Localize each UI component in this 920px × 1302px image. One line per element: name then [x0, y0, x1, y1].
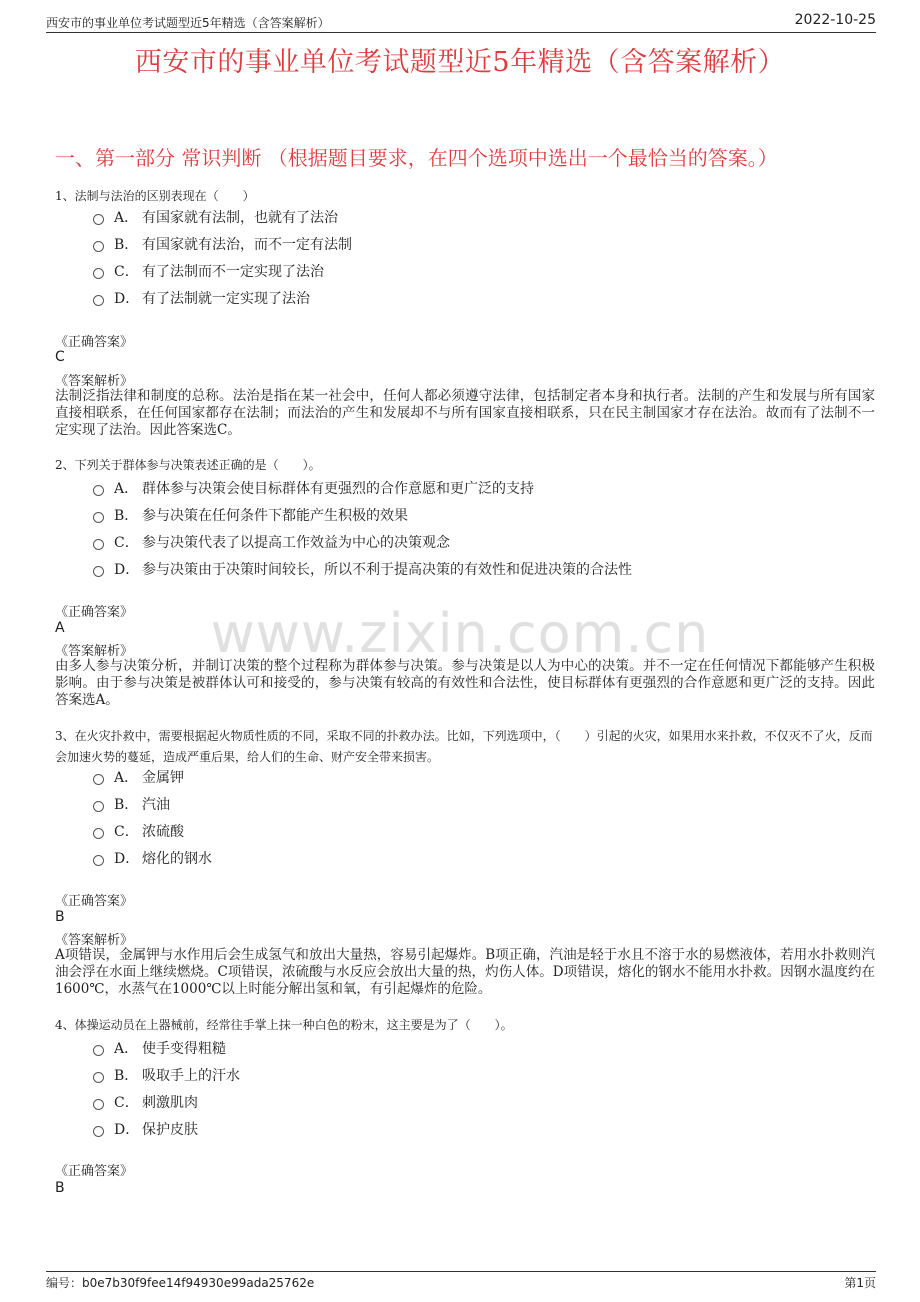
page-number-prefix: 第: [844, 1276, 857, 1290]
answer-label: 《正确答案》: [55, 894, 134, 909]
header-date: 2022-10-25: [794, 12, 876, 28]
option-text: 群体参与决策会使目标群体有更强烈的合作意愿和更广泛的支持: [142, 481, 534, 497]
option-letter: B．: [114, 237, 139, 253]
question-option[interactable]: [93, 1092, 198, 1114]
radio-icon[interactable]: [93, 295, 104, 306]
answer-label: 《正确答案》: [55, 1164, 134, 1179]
radio-icon[interactable]: [93, 1072, 104, 1083]
option-letter: B．: [114, 797, 139, 813]
radio-icon[interactable]: [93, 241, 104, 252]
option-text: 参与决策代表了以提高工作效益为中心的决策观念: [142, 535, 450, 551]
radio-icon[interactable]: [93, 801, 104, 812]
radio-icon[interactable]: [93, 1099, 104, 1110]
radio-icon[interactable]: [93, 855, 104, 866]
question-option[interactable]: [93, 767, 184, 789]
page-header: [46, 10, 876, 33]
answer-value: B: [55, 909, 65, 925]
option-letter: D．: [114, 562, 140, 578]
option-text: 吸取手上的汗水: [142, 1068, 240, 1084]
question-option[interactable]: [93, 794, 170, 816]
question-stem: 3、在火灾扑救中，需要根据起火物质性质的不同，采取不同的扑救办法。比如，下列选项中，（ ）引起的火灾，如果用水来扑救，不仅灭不了火，反而会加速火势的蔓延，造成严重后果，给人们的生命、财产安全带来损害。: [55, 729, 873, 764]
option-letter: D．: [114, 291, 140, 307]
option-letter: C．: [114, 535, 139, 551]
radio-icon[interactable]: [93, 566, 104, 577]
option-text: 有了法制就一定实现了法治: [142, 291, 310, 307]
option-text: 保护皮肤: [142, 1122, 198, 1138]
header-document-title: 西安市的事业单位考试题型近5年精选（含答案解析）: [46, 16, 330, 30]
radio-icon[interactable]: [93, 828, 104, 839]
option-text: 有国家就有法治，而不一定有法制: [142, 237, 352, 253]
radio-icon[interactable]: [93, 268, 104, 279]
option-text: 金属钾: [142, 770, 184, 786]
question-option[interactable]: [93, 478, 534, 500]
question-option[interactable]: [93, 848, 212, 870]
question-option[interactable]: [93, 261, 324, 283]
option-text: 浓硫酸: [142, 824, 184, 840]
option-text: 有了法制而不一定实现了法治: [142, 264, 324, 280]
question-option[interactable]: [93, 1119, 198, 1141]
answer-label: 《正确答案》: [55, 335, 134, 350]
explanation-label: 《答案解析》: [55, 374, 134, 389]
option-letter: A．: [114, 210, 139, 226]
page-number-value: 1: [856, 1276, 864, 1290]
radio-icon[interactable]: [93, 1045, 104, 1056]
option-text: 参与决策在任何条件下都能产生积极的效果: [142, 508, 408, 524]
option-letter: A．: [114, 1041, 139, 1057]
question-option[interactable]: [93, 288, 310, 310]
explanation-text: 法制泛指法律和制度的总称。法治是指在某一社会中，任何人都必须遵守法律，包括制定者本身和执行者。法制的产生和发展与所有国家直接相联系，在任何国家都存在法制；而法治的产生和发展却不与所有国家直接相联系，只在民主制国家才存在法治。故而有了法制不一定实现了法治。因此答案选C。: [55, 388, 875, 438]
option-letter: C．: [114, 264, 139, 280]
document-code: [46, 1274, 314, 1291]
radio-icon[interactable]: [93, 539, 104, 550]
option-text: 汽油: [142, 797, 170, 813]
explanation-label: 《答案解析》: [55, 933, 134, 948]
radio-icon[interactable]: [93, 1126, 104, 1137]
option-text: 参与决策由于决策时间较长，所以不利于提高决策的有效性和促进决策的合法性: [142, 562, 632, 578]
question-option[interactable]: [93, 207, 338, 229]
option-text: 熔化的钢水: [142, 851, 212, 867]
radio-icon[interactable]: [93, 485, 104, 496]
radio-icon[interactable]: [93, 214, 104, 225]
page-footer: [46, 1271, 876, 1292]
answer-value: B: [55, 1180, 65, 1196]
radio-icon[interactable]: [93, 512, 104, 523]
option-letter: D．: [114, 1122, 140, 1138]
section-heading: 一、第一部分 常识判断 （根据题目要求，在四个选项中选出一个最恰当的答案。）: [55, 146, 778, 170]
option-text: 刺激肌肉: [142, 1095, 198, 1111]
document-title: 西安市的事业单位考试题型近5年精选（含答案解析）: [134, 47, 786, 78]
question-stem: 2、下列关于群体参与决策表述正确的是（ ）。: [55, 458, 321, 472]
question-option[interactable]: [93, 1038, 226, 1060]
answer-value: C: [55, 349, 65, 365]
explanation-text: 由多人参与决策分析，并制订决策的整个过程称为群体参与决策。参与决策是以人为中心的决策。并不一定在任何情况下都能够产生积极影响。由于参与决策是被群体认可和接受的，参与决策有较高的有效性和合法性，使目标群体有更强烈的合作意愿和更广泛的支持。因此答案选A。: [55, 658, 875, 708]
question-stem: 1、法制与法治的区别表现在（ ）: [55, 189, 255, 203]
radio-icon[interactable]: [93, 774, 104, 785]
document-code-value: b0e7b30f9fee14f94930e99ada25762e: [82, 1276, 315, 1290]
page-number: [844, 1274, 876, 1291]
explanation-label: 《答案解析》: [55, 644, 134, 659]
option-letter: C．: [114, 824, 139, 840]
option-letter: D．: [114, 851, 140, 867]
option-letter: B．: [114, 508, 139, 524]
option-letter: C．: [114, 1095, 139, 1111]
question-stem: 4、体操运动员在上器械前，经常往手掌上抹一种白色的粉末，这主要是为了（ ）。: [55, 1018, 513, 1032]
answer-value: A: [55, 620, 65, 636]
option-letter: A．: [114, 770, 139, 786]
answer-label: 《正确答案》: [55, 605, 134, 620]
question-option[interactable]: [93, 234, 352, 256]
document-code-prefix: 编号：: [46, 1276, 83, 1290]
question-option[interactable]: [93, 821, 184, 843]
question-option[interactable]: [93, 505, 408, 527]
watermark: www.zixin.com.cn: [210, 602, 710, 665]
option-letter: B．: [114, 1068, 139, 1084]
question-option[interactable]: [93, 559, 632, 581]
option-text: 使手变得粗糙: [142, 1041, 226, 1057]
option-text: 有国家就有法制，也就有了法治: [142, 210, 338, 226]
explanation-text: A项错误，金属钾与水作用后会生成氢气和放出大量热，容易引起爆炸。B项正确，汽油是轻于水且不溶于水的易燃液体，若用水扑救则汽油会浮在水面上继续燃烧。C项错误，浓硫酸与水反应会放出大量的热，灼伤人体。D项错误，熔化的钢水不能用水扑救。因钢水温度约在1600℃，水蒸气在1000℃以上时能分解出氢和氧，有引起爆炸的危险。: [55, 947, 875, 997]
option-letter: A．: [114, 481, 139, 497]
page-number-suffix: 页: [863, 1276, 876, 1290]
question-option[interactable]: [93, 1065, 240, 1087]
question-option[interactable]: [93, 532, 450, 554]
